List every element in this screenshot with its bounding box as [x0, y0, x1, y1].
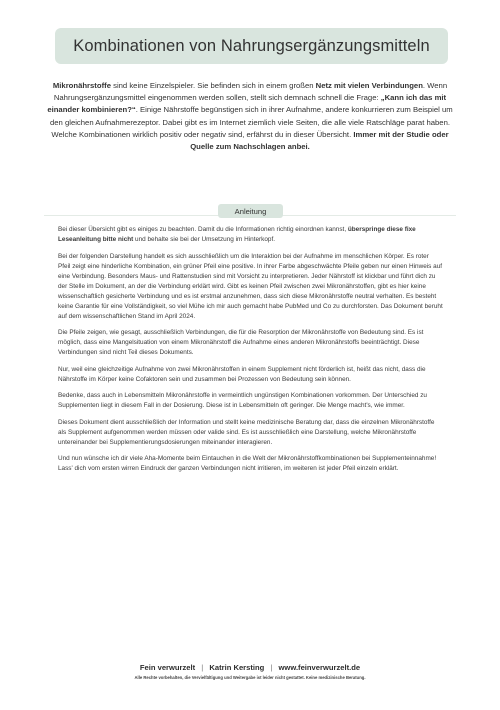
footer-separator: | [201, 663, 204, 672]
section-heading-box [218, 204, 283, 218]
section-heading: Anleitung [234, 206, 267, 216]
instruction-paragraph-4: Nur, weil eine gleichzeitige Aufnahme von zwei Mikronährstoffen in einem Supplement nicht förderlich ist, heißt das nicht, dass die Nährstoffe im Körper keine Cofaktoren sein und zusammen bei Prozessen von Bedeutung sein können. [58, 365, 426, 383]
footer-author: Katrin Kersting [209, 663, 265, 672]
instruction-paragraph-2: Bei der folgenden Darstellung handelt es sich ausschließlich um die Interaktion bei der Aufnahme im menschlichen Körper. Es roter Pfeil zeigt eine hinderliche Kombination, ein grüner Pfeil eine positive. In ihrer Farbe abgeschwächte Pfeile geben nur einen Hinweis auf eine Verbindung. Besonders Maus- und Rattenstudien sind mit Vorsicht zu interpretieren. Jeder Nährstoff ist klickbar und führt dich zu der Stelle im Dokument, an der die Verbindung erklärt wird. Gibt es keinen Pfeil zwischen zwei Mikronährstoffen, gibt es hier keine wissenschaftlich gesicherte Verbindung und es ist erstmal anzunehmen, dass sich diese Mikronährstoffe neutral verhalten. Es besteht keine Garantie für eine Vollständigkeit, so viel Mühe ich mir auch gemacht habe PubMed und Co zu durchforsten. Das Dokument beruht auf dem wissenschaftlichen Stand im April 2024. [58, 252, 443, 320]
intro-paragraph [44, 80, 456, 153]
page-footer [0, 663, 500, 680]
instruction-paragraph-6: Dieses Dokument dient ausschließlich der Information und stellt keine medizinische Beratung dar, dass die einzelnen Mikronährstoffe als Supplement aufgenommen werden müssen oder valide sind. Es ist ausschließlich eine Darstellung, welche Mikronährstoffe untereinander bei Supplementierungsdosierungen miteinander interagieren. [58, 418, 435, 446]
intro-bold-sources: Immer mit der Studie oder Quelle zum Nachschlagen anbei. [190, 129, 449, 152]
instruction-paragraph-1 [58, 225, 443, 245]
instruction-paragraph-7: Und nun wünsche ich dir viele Aha-Momente beim Eintauchen in die Welt der Mikronährstoffkombinationen bei Supplementeinnahme! Lass' dich vom ersten wirren Eindruck der ganzen Verbindungen nicht irritieren, im weiteren ist jeder Pfeil einzeln erklärt. [58, 455, 437, 472]
footer-separator: | [270, 663, 273, 672]
p1-text-a: Bei dieser Übersicht gibt es einiges zu beachten. Damit du die Informationen richtig einordnen kannst, [58, 226, 348, 233]
p1-bold: überspringe diese fixe Leseanleitung bitte nicht [58, 226, 416, 243]
intro-text-2: . Wenn Nahrungsergänzungsmittel eingenommen werden sollen, stellt sich demnach schnell die Frage: [53, 81, 448, 103]
title-banner [55, 28, 448, 64]
intro-text-3: . Einige Nährstoffe begünstigen sich in ihrer Aufnahme, andere konkurrieren zum Beispiel um den gleichen Aufnahmerezeptor. Dabei gibt es im Internet ziemlich viele Seiten, die alle viele Ratschläge parat haben. Welche Kombinationen wirklich positiv oder negativ sind, erfährst du in dieser Übersicht. [50, 105, 453, 139]
footer-credits [0, 663, 500, 672]
instruction-paragraph-3: Die Pfeile zeigen, wie gesagt, ausschließlich Verbindungen, die für die Resorption der Mikronährstoffe von Bedeutung sind. Es ist möglich, dass eine Mangelsituation von einem Mikronährstoff die Aufnahme eines anderen Mikronährstoffs beeinträchtigt. Diese Verbindungen sind nicht Teil dieses Dokuments. [58, 329, 424, 356]
footer-brand: Fein verwurzelt [139, 663, 196, 672]
intro-text-1: sind keine Einzelspieler. Sie befinden sich in einem großen [110, 81, 316, 90]
intro-bold-question: „Kann ich das mit einander kombinieren?“ [47, 93, 447, 115]
instruction-paragraph-5: Bedenke, dass auch in Lebensmitteln Mikronährstoffe in vermeintlich ungünstigen Kombinationen vorkommen. Der Unterschied zu Supplementen liegt in diesem Fall in der Dosierung. Diese ist in Lebensmitteln oft geringer. Die Menge macht's, wie immer. [58, 392, 427, 409]
document-title: Kombinationen von Nahrungsergänzungsmitteln [73, 36, 430, 55]
footer-website-link[interactable]: www.feinverwurzelt.de [278, 663, 361, 672]
intro-bold-network: Netz mit vielen Verbindungen [315, 81, 423, 90]
instructions-body [58, 225, 443, 481]
footer-legal-notice: Alle Rechte vorbehalten, die Vervielfältigung und Weitergabe ist leider nicht gestattet. Keine medizinische Beratung. [134, 675, 366, 680]
intro-bold-micronutrients: Mikronährstoffe [52, 81, 111, 90]
p1-text-b: und behalte sie bei der Umsetzung im Hinterkopf. [133, 236, 276, 243]
